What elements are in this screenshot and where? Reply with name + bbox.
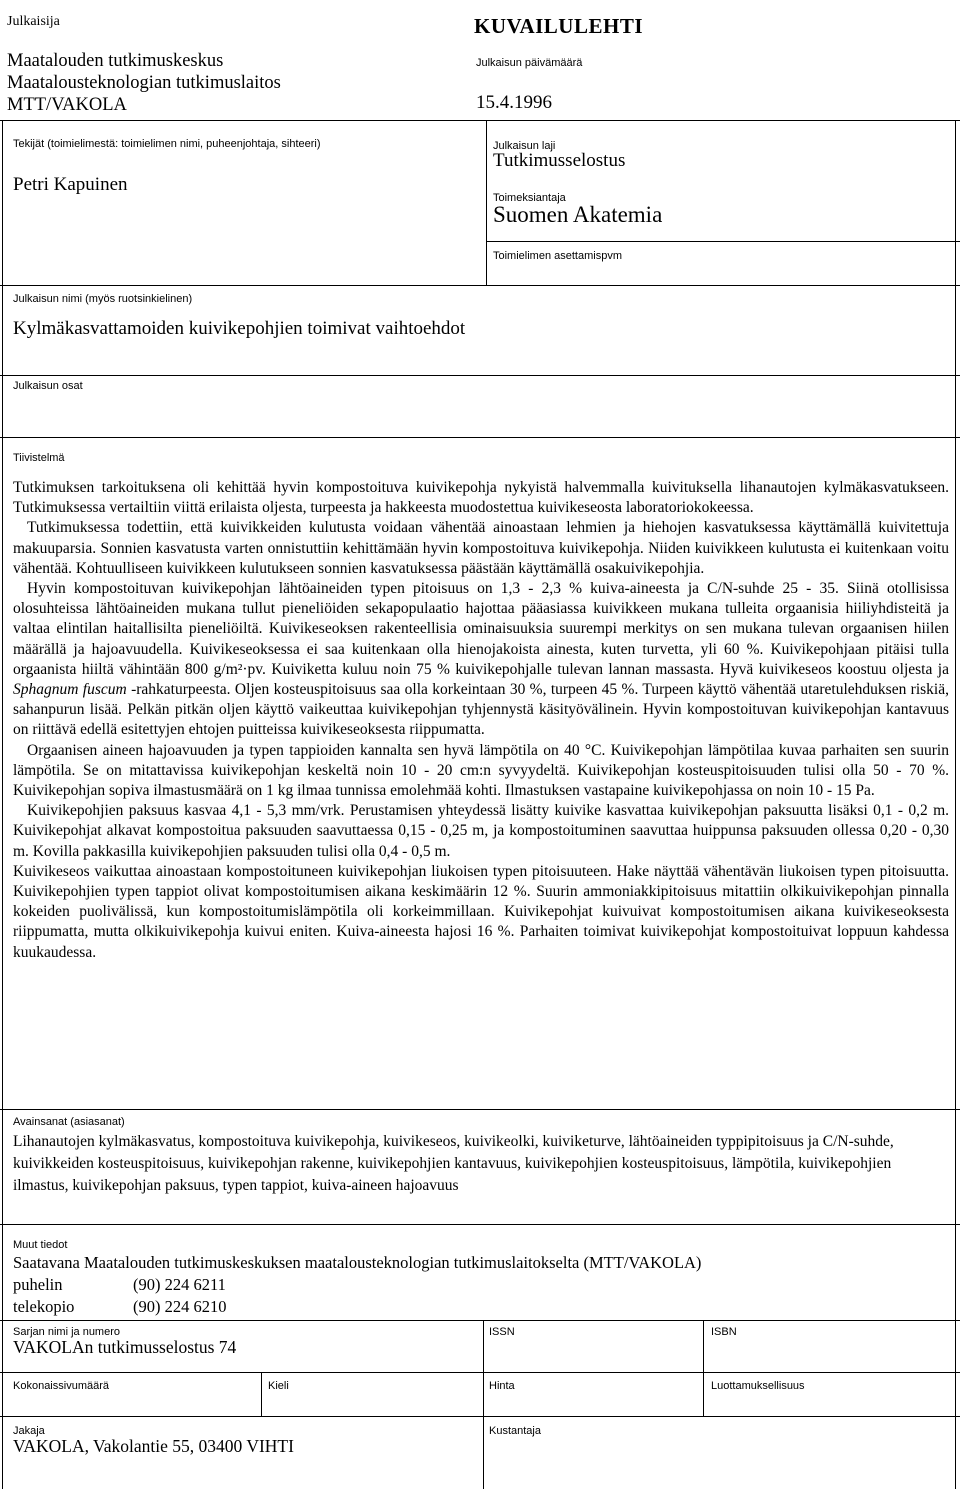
phone-value: (90) 224 6211: [133, 1275, 226, 1294]
series-label: Sarjan nimi ja numero: [13, 1326, 120, 1338]
keywords-value: Lihanautojen kylmäkasvatus, kompostoituva kuivikepohja, kuivikeseos, kuivikeolki, kuiviketurve, lähtöaineiden typpipitoisuus ja C/N-suhde, kuivikkeiden kosteuspitoisuus, kuivikepohjan rakenne, kuivikepohjien kantavuus, kuivikepohjien kosteuspitoisuus, lämpötila, kuivikepohjien ilmastus, kuivikepohjan paksuus, typen tappiot, kuiva-aineen hajoavuus: [13, 1133, 894, 1194]
fax-label: telekopio: [13, 1297, 75, 1316]
date-label: Julkaisun päivämäärä: [476, 57, 583, 69]
title-label: Julkaisun nimi (myös ruotsinkielinen): [13, 293, 193, 305]
fax-line: [13, 1296, 701, 1318]
rule-title-bottom: [0, 375, 960, 376]
rule-series-issn: [483, 1320, 484, 1416]
rule-authors-bottom: [0, 285, 960, 286]
distributor-label: Jakaja: [13, 1425, 45, 1437]
rule-pages-bottom: [0, 1416, 960, 1417]
phone-label: puhelin: [13, 1275, 63, 1294]
phone-line: [13, 1274, 701, 1296]
publication-title: Kylmäkasvattamoiden kuivikepohjien toimivat vaihtoehdot: [13, 318, 466, 339]
rule-commissioner: [486, 241, 960, 242]
date-value: 15.4.1996: [476, 92, 552, 113]
rule-pages-language: [261, 1372, 262, 1416]
authors-label: Tekijät (toimielimestä: toimielimen nimi, puheenjohtaja, sihteeri): [13, 138, 321, 150]
rule-keywords-bottom: [0, 1224, 960, 1225]
publisher-name-3: MTT/VAKOLA: [7, 95, 127, 115]
publisher-name-2: Maatalousteknologian tutkimuslaitos: [7, 73, 281, 93]
page-count-label: Kokonaissivumäärä: [13, 1380, 109, 1392]
abstract-paragraph: Tutkimuksen tarkoituksena oli kehittää hyvin kompostoituva kuivikepohja nykyistä halvemmalla kuivituksella lihanautojen kylmäkasvatukseen. Tutkimuksessa vertailtiin viittä erilaista oljesta, turpeesta ja hakkeesta muodostettua kuivikeseosta laboratoriokokeessa.: [13, 479, 949, 517]
publication-type-value: Tutkimusselostus: [493, 150, 626, 171]
abstract-paragraph: Tutkimuksessa todettiin, että kuivikkeiden kulutusta voidaan vähentää ainoastaan lehmien ja hiehojen kasvatuksessa käyttämällä kuivitettuja makuuparsia. Sonnien kasvatusta varten onnistuttiin kehittämään hyvin kompostoituva kuivikepohja. Niiden kuivikkeen kulutusta ei kuitenkaan voitu vähentää. Kohtuulliseen kuivikkeen kulutukseen sonnien kasvatuksessa päästään käyttämällä osakuivikepohjia.: [13, 519, 949, 577]
authors-value: Petri Kapuinen: [13, 174, 128, 195]
commissioner-value: Suomen Akatemia: [493, 202, 663, 227]
rule-distributor-publisher: [483, 1416, 484, 1489]
abstract-paragraph: Kuivikepohjien paksuus kasvaa 4,1 - 5,3 mm/vrk. Perustamisen yhteydessä lisätty kuivike kasvattaa kuivikepohjan paksuutta lisäksi 0,1 - 0,2 m. Kuivikepohjat alkavat kompostoitua paksuuden saavuttaessa 0,15 - 0,25 m, ja kompostoituminen saavuttaa huippunsa paksuuden ollessa 0,20 - 0,30 m. Kovilla pakkasilla kuivikepohjien paksuuden tulisi olla 0,4 - 0,5 m.: [13, 802, 949, 860]
rule-abstract-bottom: [0, 1109, 960, 1110]
rule-series-bottom: [0, 1372, 960, 1373]
keywords-label: Avainsanat (asiasanat): [13, 1116, 125, 1128]
confidentiality-label: Luottamuksellisuus: [711, 1380, 805, 1392]
rule-parts-bottom: [0, 437, 960, 438]
publication-type-label: Julkaisun laji: [493, 140, 556, 152]
price-label: Hinta: [489, 1380, 515, 1392]
other-info-label: Muut tiedot: [13, 1239, 68, 1251]
rule-right: [955, 120, 956, 1489]
publisher-bottom-label: Kustantaja: [489, 1425, 541, 1437]
document-title: KUVAILULEHTI: [474, 14, 643, 38]
rule-issn-isbn: [703, 1320, 704, 1416]
commissioner-label: Toimeksiantaja: [493, 192, 566, 204]
fax-value: (90) 224 6210: [133, 1297, 227, 1316]
rule-authors-divider: [486, 120, 487, 285]
parts-label: Julkaisun osat: [13, 380, 83, 392]
species-name: Sphagnum fuscum: [13, 681, 127, 699]
body-date-label: Toimielimen asettamispvm: [493, 250, 622, 262]
publisher-name-1: Maatalouden tutkimuskeskus: [7, 51, 224, 71]
abstract-paragraph: Kuivikeseos vaikuttaa ainoastaan kompostoituneen kuivikepohjan liukoisen typen pitoisuuteen. Hake näyttää vähentävän liukoisen typen pitoisuutta. Kuivikepohjien typen tappiot olivat kompostoitumisen aikana keskimäärin 12 %. Suurin ammoniakkipitoisuus mitattiin olkikuivikepohjan pinnalla kokeiden puolivälissä, kun kompostoitumislämpötila oli korkeimmillaan. Kuivikepohjat kuivuivat kompostoitumisen aikana kuivikeseoksesta riippumatta, mutta olkikuivikepohja kuivui eniten. Kuiva-aineesta hajosi 16 %. Parhaiten toimivat kuivikepohjat kompostoituivat loppuun kahdessa kuukaudessa.: [13, 862, 949, 961]
abstract-paragraph: Hyvin kompostoituvan kuivikepohjan lähtöaineiden typen pitoisuus on 1,3 - 2,3 % kuiva-aineesta ja C/N-suhde 25 - 35. Siinä otollisissa olosuhteissa lähtöaineiden mukana tullut pieneliöiden sekapopulaatio hajottaa pääasiassa kuivikkeen mukana tulleita orgaanisia hiiliyhdisteitä ja valtaa elintilan haitallisilta pieneliöiltä. Kuivikeseoksen rakenteellisia ominaisuuksia suurempi merkitys on sen mukana tulevan orgaanisen hiilen määrällä ja hajoavuudella. Kuivikeseoksessa ei saa kuitenkaan olla hienojakoista ainesta, kuten turvetta, yli 60 %. Kuivikepohjaan pitäisi tulla orgaanista hiiltä vähintään 800 g/m²·pv. Kuiviketta kuluu noin 75 % kuivikepohjalle tulevan lannan massasta. Hyvä kuivikeseos koostuu oljesta ja Sphagnum fuscum -rahkaturpeesta. Oljen kosteuspitoisuus saa olla korkeintaan 30 %, turpeen 45 %. Turpeen käyttö vähentää utaretulehduksen riskiä, sahanpurun lisää. Pelkän pitkän oljen käyttö vaikeuttaa kuivikepohjan tyhjennystä käsityövälinein. Hyvin kompostoituvan kuivikepohjan kantavuus on riittävä edellä esitettyjen ehtojen puitteissa kuivikeseoksesta riippumatta.: [13, 580, 949, 739]
distributor-value: VAKOLA, Vakolantie 55, 03400 VIHTI: [13, 1436, 294, 1456]
series-value: VAKOLAn tutkimusselostus 74: [13, 1337, 237, 1357]
rule-other-bottom: [0, 1320, 960, 1321]
rule-left: [2, 120, 3, 1489]
abstract-label: Tiivistelmä: [13, 452, 65, 464]
language-label: Kieli: [268, 1380, 289, 1392]
availability-line: Saatavana Maatalouden tutkimuskeskuksen maatalousteknologian tutkimuslaitokselta (MTT/VAKOLA): [13, 1253, 702, 1272]
issn-label: ISSN: [489, 1326, 515, 1338]
rule-header: [0, 120, 960, 121]
abstract-body: [13, 478, 949, 963]
isbn-label: ISBN: [711, 1326, 737, 1338]
publisher-label: Julkaisija: [7, 14, 60, 29]
other-info-block: [13, 1252, 701, 1318]
abstract-paragraph: Orgaanisen aineen hajoavuuden ja typen tappioiden kannalta sen hyvä lämpötila on 40 °C. Kuivikepohjan lämpötilaa kuvaa parhaiten sen suurin lämpötila. Se on mitattavissa kuivikepohjan keskeltä noin 10 - 20 cm:n syvyydeltä. Kuivikepohjan kosteuspitoisuuden tulisi olla 50 - 70 %. Kuivikepohjan sopiva ilmastusmäärä on 1 kg ilmaa tunnissa emolehmää kohti. Ilmastuksen vastapaine kuivikepohjassa on noin 10 - 15 Pa.: [13, 741, 949, 800]
